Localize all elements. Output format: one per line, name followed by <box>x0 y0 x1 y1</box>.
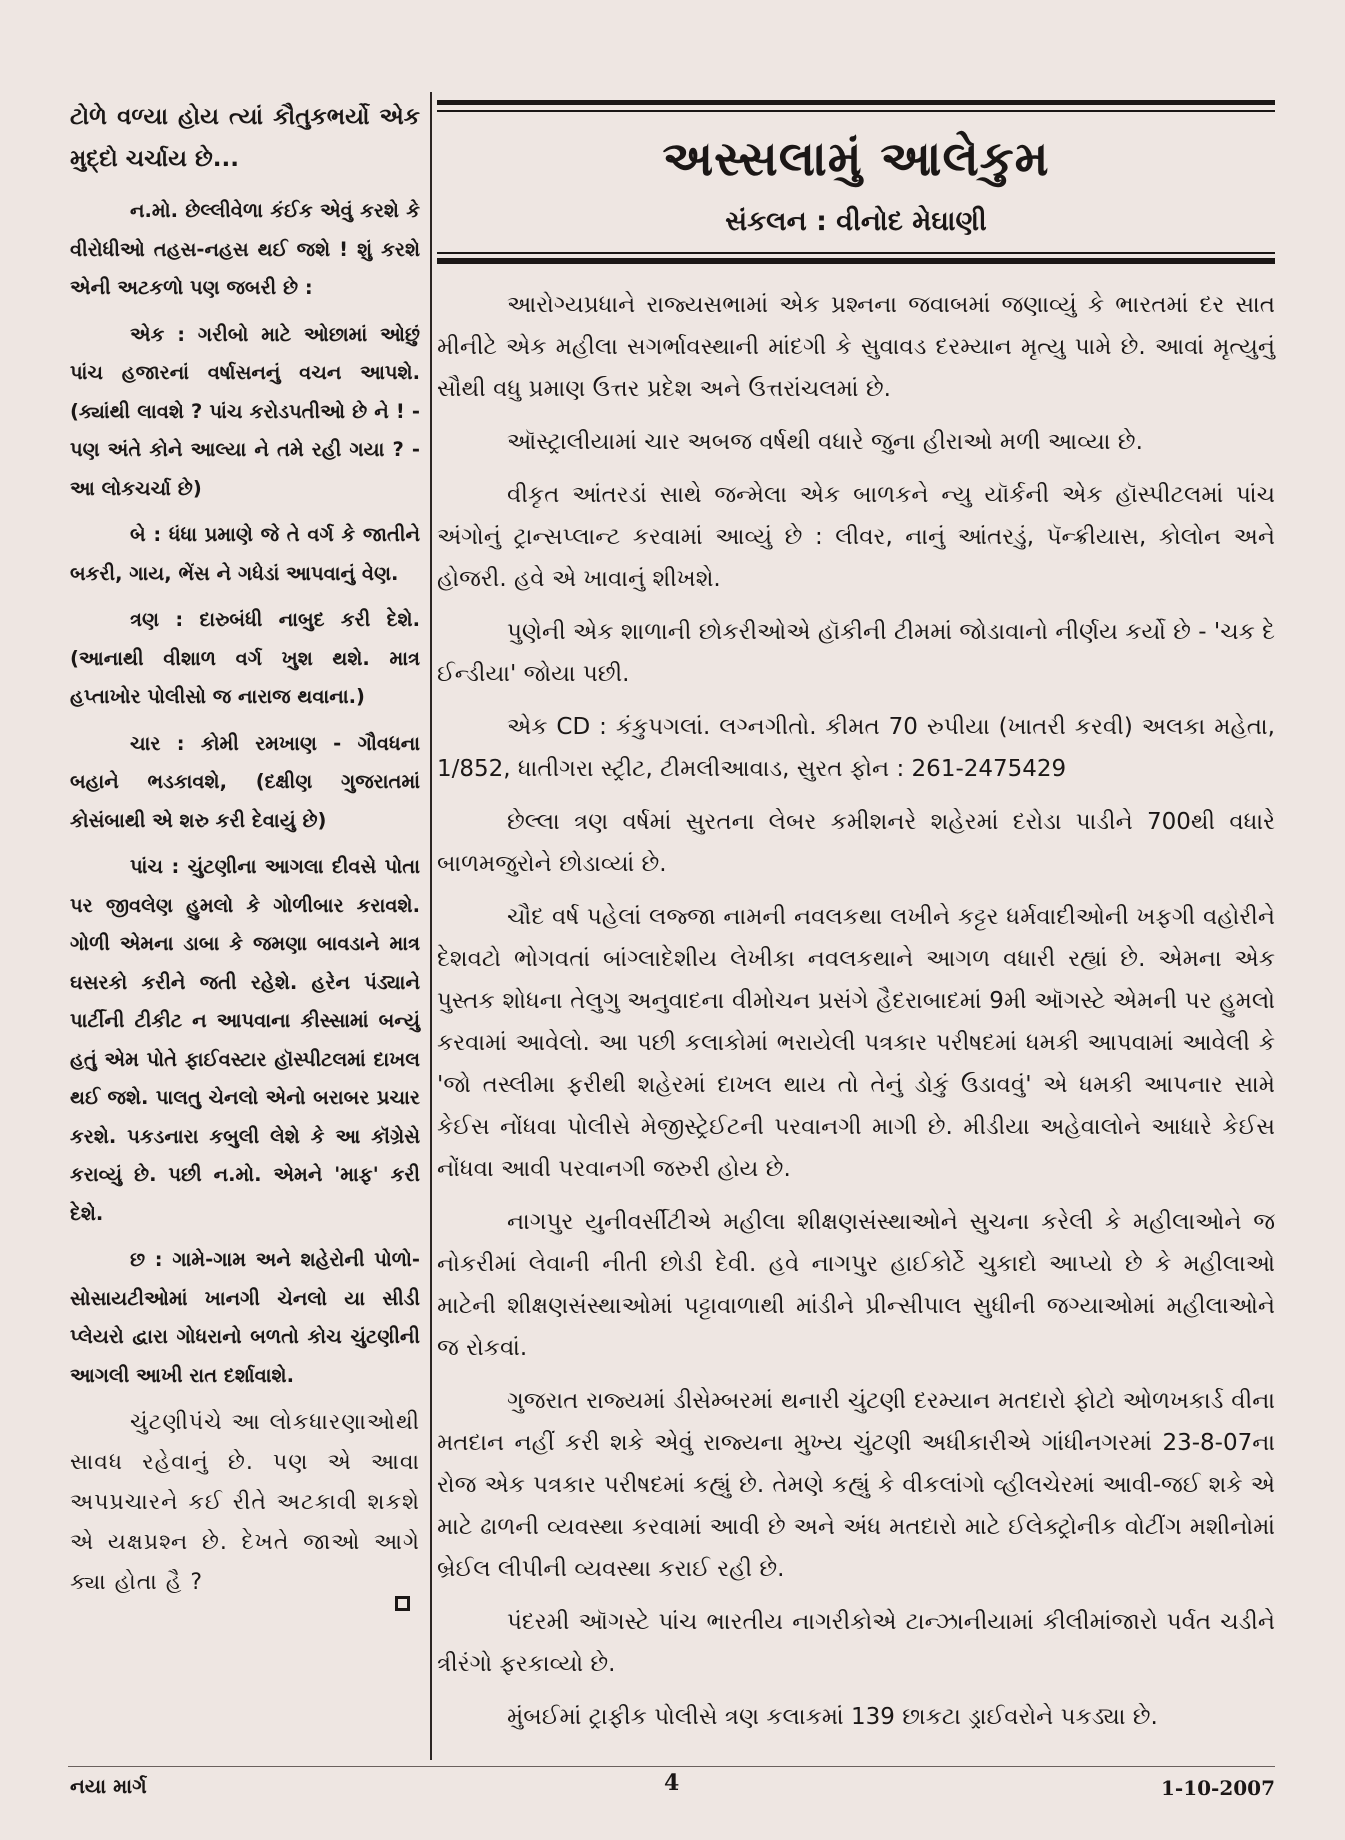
news-item-2: ઑસ્ટ્રાલીયામાં ચાર અબજ વર્ષથી વધારે જુના હીરાઓ મળી આવ્યા છે. <box>507 429 1143 455</box>
news-item-3: વીકૃત આંતરડાં સાથે જન્મેલા એક બાળકને ન્યુ યૉર્કની એક હૉસ્પીટલમાં પાંચ અંગોનું ટ્રાન્સપ્લાન્ટ કરવામાં આવ્યું છે : લીવર, નાનું આંતરડું, પૅન્ક્રીયાસ, કોલોન અને હોજરી. હવે એ ખાવાનું શીખશે. <box>437 482 1275 592</box>
publication-name: નયા માર્ગ <box>70 1774 147 1798</box>
article-title: અસ્સલામું આલેકુમ <box>662 131 1050 187</box>
left-point-5: પાંચ : ચુંટણીના આગલા દીવસે પોતા પર જીવલેણ હુમલો કે ગોળીબાર કરાવશે. ગોળી એમના ડાબા કે જમણા બાવડાને માત્ર ઘસરકો કરીને જતી રહેશે. હરેન પંડ્યાને પાર્ટીની ટીકીટ ન આપવાના કીસ્સામાં બન્યું હતું એમ પોતે ફાઈવસ્ટાર હૉસ્પીટલમાં દાખલ થઈ જશે. પાલતુ ચેનલો એનો બરાબર પ્રચાર કરશે. પકડનારા કબુલી લેશે કે આ કૉંગ્રેસે કરાવ્યું છે. પછી ન.મો. એમને 'માફ' કરી દેશે. <box>70 855 420 1225</box>
footer-rule <box>68 1766 1275 1767</box>
left-point-4: ચાર : કોમી રમખાણ - ગૌવધના બહાને ભડકાવશે, (દક્ષીણ ગુજરાતમાં કોસંબાથી એ શરુ કરી દેવાયું છે) <box>70 731 420 832</box>
page-number: 4 <box>664 1770 680 1796</box>
column-divider <box>430 92 432 1760</box>
left-column <box>70 96 420 1611</box>
news-item-9: ગુજરાત રાજ્યમાં ડીસેમ્બરમાં થનારી ચુંટણી દરમ્યાન મતદારો ફોટો ઓળખકાર્ડ વીના મતદાન નહીં કરી શકે એવું રાજ્યના મુખ્ય ચુંટણી અધીકારીએ ગાંધીનગરમાં 23-8-07ના રોજ એક પત્રકાર પરીષદમાં કહ્યું છે. તેમણે કહ્યું કે વીકલાંગો વ્હીલચેરમાં આવી-જઈ શકે એ માટે ઢાળની વ્યવસ્થા કરવામાં આવી છે અને અંધ મતદારો માટે ઈલેક્ટ્રોનીક વોટીંગ મશીનોમાં બ્રેઈલ લીપીની વ્યવસ્થા કરાઈ રહી છે. <box>437 1388 1275 1582</box>
article-byline: સંકલન : વીનોદ મેઘાણી <box>725 206 987 237</box>
news-item-6: છેલ્લા ત્રણ વર્ષમાં સુરતના લેબર કમીશનરે શહેરમાં દરોડા પાડીને 700થી વધારે બાળમજુરોને છોડાવ્યાં છે. <box>437 809 1275 877</box>
news-item-7: ચૌદ વર્ષ પહેલાં લજ્જા નામની નવલકથા લખીને કટ્ટર ધર્મવાદીઓની ખફગી વહોરીને દેશવટો ભોગવતાં બાંગ્લાદેશીય લેખીકા નવલકથાને આગળ વધારી રહ્યાં છે. એમના એક પુસ્તક શોધના તેલુગુ અનુવાદના વીમોચન પ્રસંગે હૈદરાબાદમાં 9મી ઑગસ્ટે એમની પર હુમલો કરવામાં આવેલો. આ પછી કલાકોમાં ભરાયેલી પત્રકાર પરીષદમાં ધમકી આપવામાં આવેલી કે 'જો તસ્લીમા ફરીથી શહેરમાં દાખલ થાય તો તેનું ડોકું ઉડાવવું' એ ધમકી આપનાર સામે કેઈસ નોંધવા પોલીસે મેજીસ્ટ્રેઈટની પરવાનગી માગી છે. મીડીયા અહેવાલોને આધારે કેઈસ નોંધવા આવી પરવાનગી જરુરી હોય છે. <box>437 904 1275 1182</box>
header-rule-bottom-thin <box>437 252 1275 254</box>
left-point-3: ત્રણ : દારુબંધી નાબુદ કરી દેશે. (આનાથી વીશાળ વર્ગ ખુશ થશે. માત્ર હપ્તાખોર પોલીસો જ નારાજ થવાના.) <box>70 608 420 708</box>
left-question: ન.મો. છેલ્લીવેળા કંઈક એવું કરશે કે વીરોધીઓ તહસ-નહસ થઈ જશે ! શું કરશે એની અટકળો પણ જબરી છે : <box>70 199 420 299</box>
left-point-1: એક : ગરીબો માટે ઓછામાં ઓછું પાંચ હજારનાં વર્ષાસનનું વચન આપશે. (ક્યાંથી લાવશે ? પાંચ કરોડપતીઓ છે ને ! - પણ અંતે કોને આલ્યા ને તમે રહી ગયા ? - આ લોકચર્ચા છે) <box>70 322 420 500</box>
left-intro: ટોળે વળ્યા હોય ત્યાં કૌતુકભર્યો એક મુદ્દો ચર્ચાય છે... <box>70 104 420 172</box>
header-rule-top-thick <box>437 100 1275 105</box>
left-point-6: છ : ગામે-ગામ અને શહેરોની પોળો-સોસાયટીઓમાં ખાનગી ચેનલો યા સીડી પ્લેયરો દ્વારા ગોધરાનો બળતો કોચ ચુંટણીની આગલી આખી રાત દર્શાવાશે. <box>70 1248 420 1387</box>
news-item-8: નાગપુર યુનીવર્સીટીએ મહીલા શીક્ષણસંસ્થાઓને સુચના કરેલી કે મહીલાઓને જ નોકરીમાં લેવાની નીતી છોડી દેવી. હવે નાગપુર હાઈકોર્ટે ચુકાદો આપ્યો છે કે મહીલાઓ માટેની શીક્ષણસંસ્થાઓમાં પટ્ટાવાળાથી માંડીને પ્રીન્સીપાલ સુધીની જગ્યાઓમાં મહીલાઓને જ રોકવાં. <box>437 1209 1275 1361</box>
news-item-4: પુણેની એક શાળાની છોકરીઓએ હૉકીની ટીમમાં જોડાવાનો નીર્ણય કર્યો છે - 'ચક દે ઈન્ડીયા' જોયા પછી. <box>437 619 1275 687</box>
left-point-2: બે : ધંધા પ્રમાણે જે તે વર્ગ કે જાતીને બકરી, ગાય, ભેંસ ને ગધેડાં આપવાનું વેણ. <box>70 523 420 585</box>
header-rule-top-thin <box>437 110 1275 112</box>
header-rule-bottom-thick <box>437 258 1275 264</box>
left-closing: ચુંટણીપંચે આ લોકધારણાઓથી સાવધ રહેવાનું છે. પણ એ આવા અપપ્રચારને કઈ રીતે અટકાવી શકશે એ યક્ષપ્રશ્ન છે. દેખતે જાઓ આગે ક્યા હોતા હૈ ? <box>70 1410 420 1595</box>
end-mark-icon <box>395 1596 410 1611</box>
news-item-11: મુંબઈમાં ટ્રાફીક પોલીસે ત્રણ કલાકમાં 139 છાકટા ડ્રાઈવરોને પકડ્યા છે. <box>507 1704 1158 1730</box>
news-item-5: એક CD : કંકુપગલાં. લગ્નગીતો. કીમત 70 રુપીયા (ખાતરી કરવી) અલકા મહેતા, 1/852, ધાતીગરા સ્ટ્રીટ, ટીમલીઆવાડ, સુરત ફોન : 261-2475429 <box>437 714 1275 782</box>
issue-date: 1-10-2007 <box>1160 1776 1275 1800</box>
news-item-10: પંદરમી ઑગસ્ટે પાંચ ભારતીય નાગરીકોએ ટાન્ઝાનીયામાં કીલીમાંજારો પર્વત ચડીને ત્રીરંગો ફરકાવ્યો છે. <box>437 1609 1275 1677</box>
news-item-1: આરોગ્યપ્રધાને રાજ્યસભામાં એક પ્રશ્નના જવાબમાં જણાવ્યું કે ભારતમાં દર સાત મીનીટે એક મહીલા સગર્ભાવસ્થાની માંદગી કે સુવાવડ દરમ્યાન મૃત્યુ પામે છે. આવાં મૃત્યુનું સૌથી વધુ પ્રમાણ ઉત્તર પ્રદેશ અને ઉત્તરાંચલમાં છે. <box>437 292 1275 402</box>
right-column <box>437 284 1275 1749</box>
